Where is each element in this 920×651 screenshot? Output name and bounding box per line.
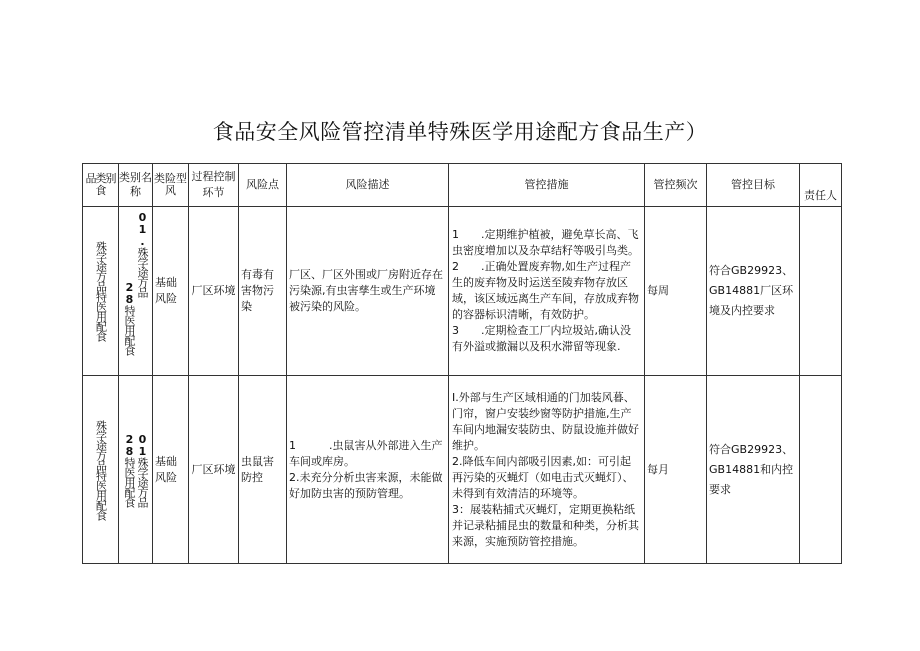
table-row xyxy=(83,376,842,564)
cell-process: 厂区环境 xyxy=(189,207,239,376)
header-risk-point: 风险点 xyxy=(239,164,287,207)
header-target: 管控目标 xyxy=(707,164,800,207)
cell-frequency: 每周 xyxy=(645,207,707,376)
cell-responsible xyxy=(800,207,842,376)
cell-measures xyxy=(449,207,645,376)
table-header-row xyxy=(83,164,842,207)
cell-responsible xyxy=(800,376,842,564)
measure-item: 1 .定期维护植被，避免草长高、飞虫密度增加以及杂草结籽等吸引鸟类。 xyxy=(452,228,639,257)
cell-risk-type: 基础风险 xyxy=(153,376,189,564)
cell-target: 符合GB29923、GB14881和内控要求 xyxy=(707,376,800,564)
cell-risk-point: 有毒有害物污染 xyxy=(239,207,287,376)
measure-item: 2.降低车间内部吸引因素,如：可引起再污染的灭蝇灯（如电击式灭蝇灯）、未得到有效清洁的环境等。 xyxy=(452,454,634,500)
header-measures: 管控措施 xyxy=(449,164,645,207)
header-responsible: 责任人 xyxy=(800,164,842,207)
cell-risk-desc: 厂区、厂区外围或厂房附近存在污染源,有虫害孳生或生产环境被污染的风险。 xyxy=(287,207,449,376)
cell-target: 符合GB29923、GB14881厂区环境及内控要求 xyxy=(707,207,800,376)
cell-type-name: 01 殊学途方品 28 特医用配食 xyxy=(119,376,153,564)
table-row xyxy=(83,207,842,376)
header-frequency: 管控频次 xyxy=(645,164,707,207)
measure-item: 2 .正确处置废弃物,如生产过程产生的废弃物及时运送至陵弃物存放区域，该区域远离生产车间，存放成弃物的容器标识清晰，有效防护。 xyxy=(452,260,639,321)
measure-item: 3：展装粘捕式灭蝇灯，定期更换粘纸并记录粘捕昆虫的数量和种类，分析其来源，实施预防管控措施。 xyxy=(452,502,639,548)
header-risk-type: 类险型风 xyxy=(153,164,189,207)
cell-type-name: 01. 殊学途方品 28 特医用配食 xyxy=(119,207,153,376)
document-title: 食品安全风险管控清单特殊医学用途配方食品生产） xyxy=(212,120,708,144)
header-process: 过程控制环节 xyxy=(189,164,239,207)
measure-item: 3 .定期检查工厂内垃圾站,确认没有外溢或撤漏以及积水滞留等现象. xyxy=(452,324,631,353)
header-type-name: 类别名称 xyxy=(119,164,153,207)
cell-risk-point: 虫鼠害防控 xyxy=(239,376,287,564)
cell-frequency: 每月 xyxy=(645,376,707,564)
cell-process: 厂区环境 xyxy=(189,376,239,564)
header-category: 品类别食 xyxy=(83,164,119,207)
cell-risk-type: 基础风险 xyxy=(153,207,189,376)
cell-risk-desc: 1 .虫鼠害从外部进入生产车间或库房。 2.未充分分析虫害来源，未能做好加防虫害的预防管理。 xyxy=(287,376,449,564)
measure-item: I.外部与生产区域相通的门加装风暮、门帘，窗户安装纱窗等防护措施,生产车间内地漏安装防虫、防鼠设施并做好维护。 xyxy=(452,390,639,452)
cell-measures xyxy=(449,376,645,564)
risk-control-table xyxy=(82,163,842,564)
header-risk-desc: 风险描述 xyxy=(287,164,449,207)
cell-category: 殊学途方品特医用配食 xyxy=(83,207,119,376)
cell-category: 殊学途方品特医用配食 xyxy=(83,376,119,564)
